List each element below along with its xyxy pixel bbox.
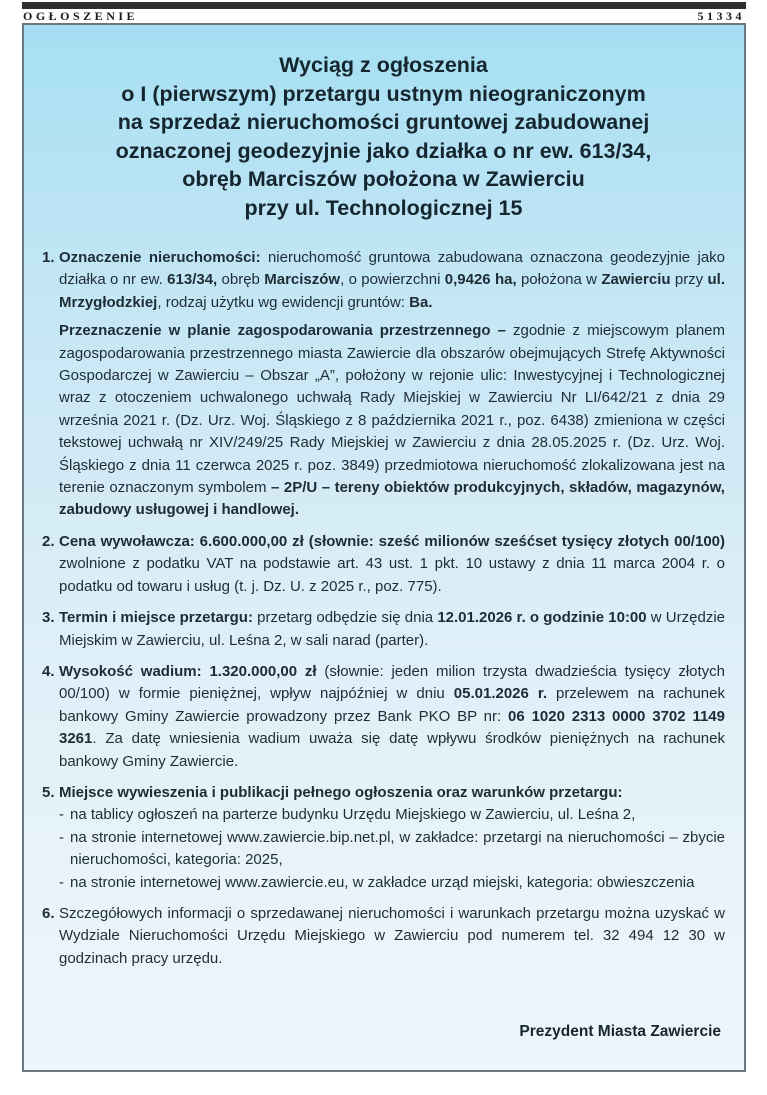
item-paragraph: Termin i miejsce przetargu: przetarg odbędzie się dnia 12.01.2026 r. o godzinie 10:00 w Urzędzie Miejskim w Zawierciu, ul. Leśna 2, w sali narad (parter). [59,609,725,649]
dash-bullet-icon: - [59,873,64,891]
notice-title-line: Wyciąg z ogłoszenia [279,53,488,77]
item-paragraph: Oznaczenie nieruchomości: nieruchomość gruntowa zabudowana oznaczona geodezyjnie jako działka o nr ew. 613/34, obręb Marciszów, o powierzchni 0,9426 ha, położona w Zawierciu przy ul. Mrzygłodzkiej, rodzaj użytku wg ewidencji gruntów: Ba. [59,249,726,311]
item-body [59,607,725,652]
notice-item-list [42,247,725,979]
item-body [59,531,725,598]
notice-title [42,51,725,222]
notice-item [42,782,725,894]
notice-item [42,607,725,652]
notice-box [22,23,746,1072]
item-paragraph: Miejsce wywieszenia i publikacji pełnego ogłoszenia oraz warunków przetargu: [59,783,623,801]
publication-location-line: - na tablicy ogłoszeń na parterze budynku Urzędu Miejskiego w Zawierciu, ul. Leśna 2, [59,804,725,826]
item-number: 5. [42,783,55,801]
item-body [59,661,725,773]
notice-title-line: obręb Marciszów położona w Zawierciu [182,167,585,191]
page-header [22,2,746,23]
item-body [59,903,725,970]
notice-title-line: o I (pierwszym) przetargu ustnym nieograniczonym [121,81,646,106]
publication-location-line: - na stronie internetowej www.zawiercie.bip.net.pl, w zakładce: przetargi na nieruchomości – zbycie nieruchomości, kategoria: 2025, [59,828,725,869]
publication-location-line: - na stronie internetowej www.zawiercie.eu, w zakładce urząd miejski, kategoria: obwieszczenia [59,872,725,894]
item-body [59,247,725,522]
notice-title-line: na sprzedaż nieruchomości gruntowej zabudowanej [117,110,650,134]
header-row [22,9,746,23]
notice-item [42,661,725,773]
notice-item [42,247,725,522]
header-section-label: OGŁOSZENIE [23,8,139,23]
signature-line: Prezydent Miasta Zawiercie [519,1023,721,1040]
notice-item [42,903,725,970]
dash-bullet-icon: - [59,828,64,846]
item-number: 1. [42,249,55,266]
item-paragraph: Szczegółowych informacji o sprzedawanej nieruchomości i warunkach przetargu można uzyskać w Wydziale Nieruchomości Urzędu Miejskiego w Zawierciu pod numerem tel. 32 494 12 30 w godzinach pracy urzędu. [59,904,725,967]
notice-title-line: przy ul. Technologicznej 15 [244,195,523,220]
item-paragraph: Przeznaczenie w planie zagospodarowania przestrzennego – zgodnie z miejscowym planem zagospodarowania przestrzennego miasta Zawiercie dla obszarów obejmujących Strefę Aktywności Gospodarczej w Zawierciu – Obszar „A”, położony w rejonie ulic: Inwestycyjnej i Technologicznej wraz z otoczeniem uchwalonego uchwałą Rady Miejskiej w Zawierciu Nr LI/642/21 z dnia 29 września 2021 r. (Dz. Urz. Woj. Śląskiego z 8 października 2021 r., poz. 6438) zmieniona w części tekstowej uchwałą nr XIV/249/25 Rady Miejskiej w Zawierciu z dnia 28.05.2025 r. (Dz. Urz. Woj. Śląskiego z dnia 11 czerwca 2025 r. poz. 3849) przedmiotowa nieruchomość zlokalizowana jest na terenie oznaczonym symbolem – 2P/U – tereny obiektów produkcyjnych, składów, magazynów, zabudowy usługowej i handlowej. [59,322,725,519]
item-body [59,782,725,894]
item-number: 3. [42,609,55,627]
item-number: 4. [42,662,55,680]
dash-bullet-icon: - [59,806,64,824]
item-paragraph: Wysokość wadium: 1.320.000,00 zł (słownie: jeden milion trzysta dwadzieścia tysięcy złotych 00/100) w formie pieniężnej, wpływ najpóźniej w dniu 05.01.2026 r. przelewem na rachunek bankowy Gminy Zawiercie prowadzony przez Bank PKO BP nr: 06 1020 2313 0000 3702 1149 3261. Za datę wniesienia wadium uważa się datę wpływu środków pieniężnych na rachunek bankowy Gminy Zawiercie. [59,662,725,770]
header-page-number: 51334 [697,8,745,23]
notice-item [42,531,725,598]
item-number: 6. [42,904,55,922]
item-paragraph: Cena wywoławcza: 6.600.000,00 zł (słownie: sześć milionów sześćset tysięcy złotych 00/100) zwolnione z podatku VAT na podstawie art. 43 ust. 1 pkt. 10 ustawy z dnia 11 marca 2004 r. o podatku od towaru i usług (t. j. Dz. U. z 2025 r., poz. 775). [59,532,725,595]
notice-title-line: oznaczonej geodezyjnie jako działka o nr ew. 613/34, [115,138,652,163]
item-number: 2. [42,532,55,550]
